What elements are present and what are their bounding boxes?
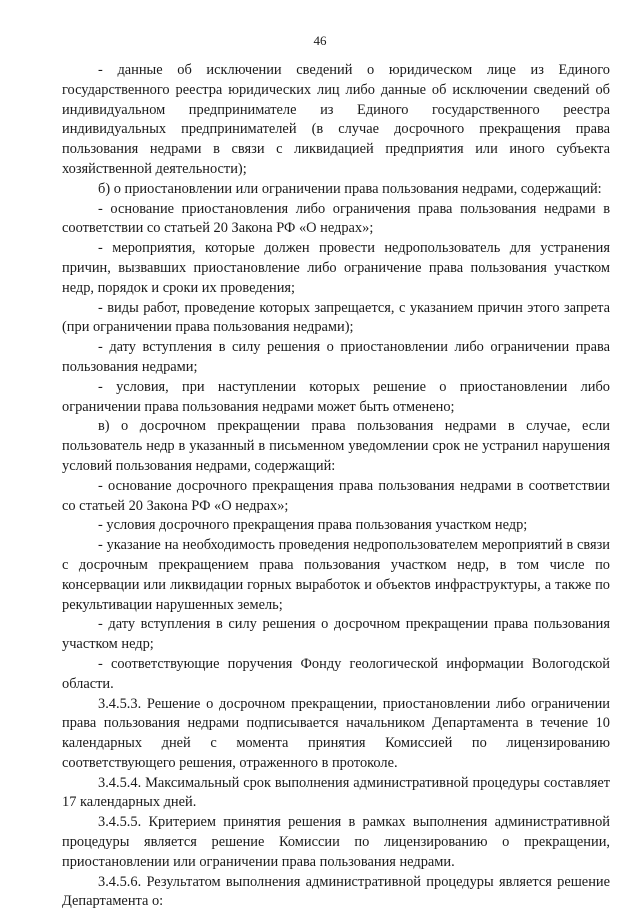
paragraph: - виды работ, проведение которых запрещается, с указанием причин этого запрета (при ограничении права пользования недрами); — [62, 299, 610, 336]
paragraph: - основание приостановления либо ограничения права пользования недрами в соответствии со статьей 20 Закона РФ «О недрах»; — [62, 200, 610, 237]
paragraph: - мероприятия, которые должен провести недропользователь для устранения причин, вызвавших приостановление либо ограничение права пользования участком недр, порядок и сроки их проведения; — [62, 240, 610, 296]
paragraph: в) о досрочном прекращении права пользования недрами в случае, если пользователь недр в указанный в письменном уведомлении срок не устранил нарушения условий пользования недрами, содержащий: — [62, 418, 610, 474]
paragraph: - указание на необходимость проведения недропользователем мероприятий в связи с досрочным прекращением права пользования участком недр, в том числе по консервации или ликвидации горных выработок и объектов инфраструктуры, а также по рекультивации нарушенных земель; — [62, 537, 610, 613]
paragraph: 3.4.5.3. Решение о досрочном прекращении, приостановлении либо ограничении права пользования недрами подписывается начальником Департамента в течение 10 календарных дней с момента принятия Комиссией по лицензированию соответствующего решения, отраженного в протоколе. — [62, 695, 610, 771]
paragraph: - дату вступления в силу решения о досрочном прекращении права пользования участком недр; — [62, 616, 610, 653]
paragraph: - основание досрочного прекращения права пользования недрами в соответствии со статьей 20 Закона РФ «О недрах»; — [62, 477, 610, 514]
paragraph: - дату вступления в силу решения о приостановлении либо ограничении права пользования недрами; — [62, 339, 610, 375]
paragraph: 3.4.5.6. Результатом выполнения административной процедуры является решение Департамента о: — [62, 873, 610, 910]
paragraph: - условия досрочного прекращения права пользования участком недр; — [98, 517, 528, 534]
paragraph: - соответствующие поручения Фонду геологической информации Вологодской области. — [62, 655, 610, 692]
paragraph: б) о приостановлении или ограничении права пользования недрами, содержащий: — [98, 180, 602, 197]
paragraph: - условия, при наступлении которых решение о приостановлении либо ограничении права пользования недрами может быть отменено; — [62, 378, 610, 415]
paragraph: 3.4.5.5. Критерием принятия решения в рамках выполнения административной процедуры является решение Комиссии по лицензированию о прекращении, приостановлении или ограничении права пользования недрами. — [62, 814, 610, 870]
document-body — [62, 61, 610, 912]
paragraph: 3.4.5.4. Максимальный срок выполнения административной процедуры составляет 17 календарных дней. — [62, 774, 610, 811]
paragraph: - данные об исключении сведений о юридическом лице из Единого государственного реестра юридических лиц либо данные об исключении сведений об индивидуальном предпринимателе из Единого государственного реестра индивидуальных предпринимателей (в случае досрочного прекращения права пользования недрами в связи с ликвидацией предприятия или иного субъекта хозяйственной деятельности); — [62, 62, 610, 177]
page-number: 46 — [313, 33, 327, 48]
